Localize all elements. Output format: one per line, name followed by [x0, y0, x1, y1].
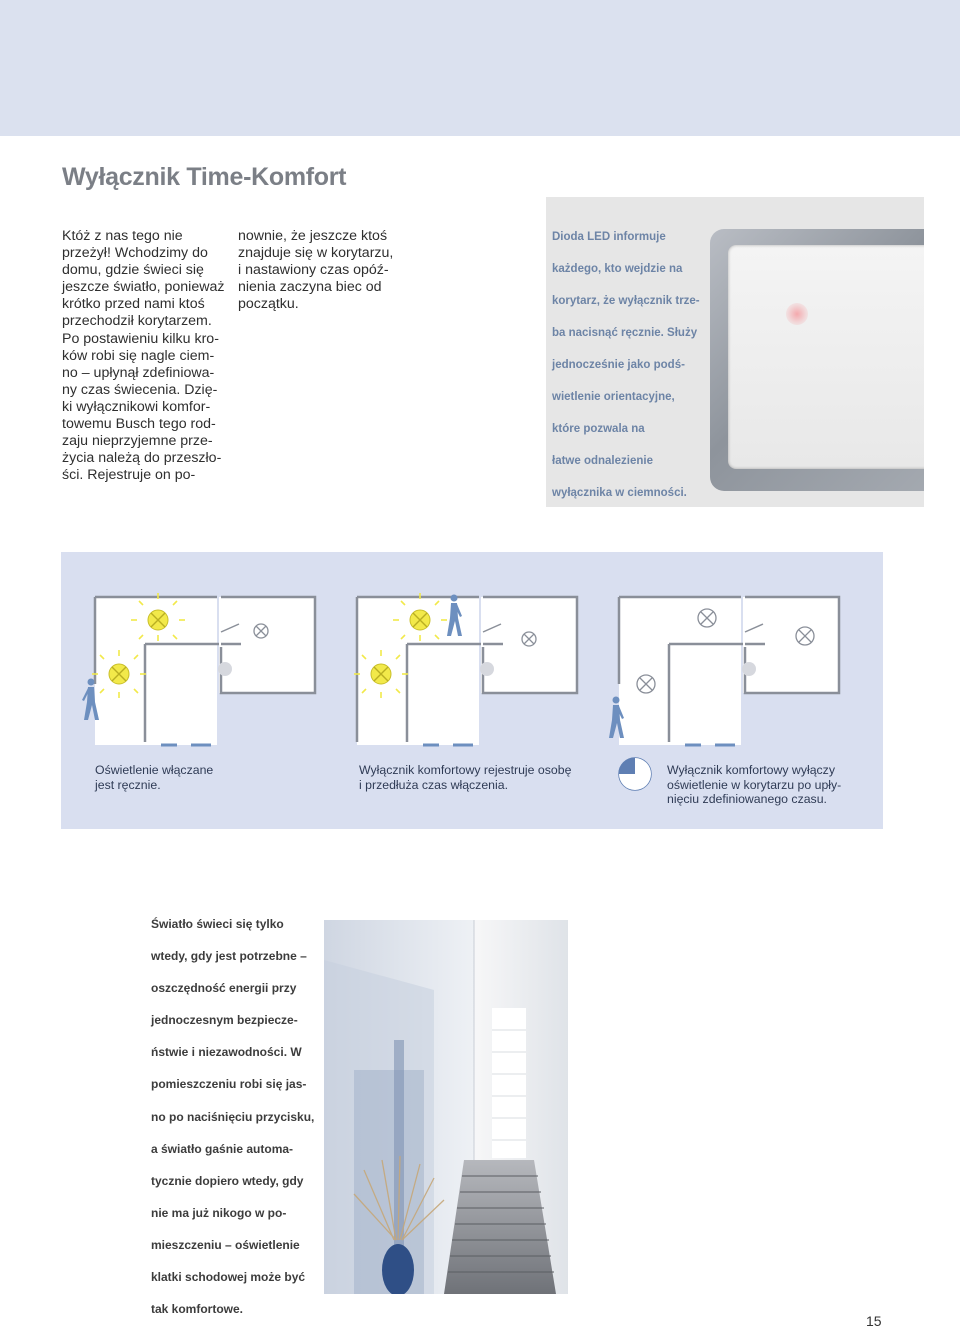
- quote-line: klatki schodowej może być: [151, 1270, 306, 1285]
- caption-line: jest ręcznie.: [95, 777, 161, 792]
- text-line: ny czas świecenia. Dzię-: [62, 381, 218, 398]
- lamp-off-icon: [698, 609, 716, 627]
- text-line: ści. Rejestruje on po-: [62, 467, 196, 484]
- switch-rocker-image: [728, 245, 924, 469]
- text-line: ki wyłącznikowi komfor-: [62, 398, 211, 415]
- led-caption: [552, 221, 722, 507]
- caption-line: wyłącznika w ciemności.: [552, 487, 687, 499]
- caption-line: każdego, kto wejdzie na: [552, 263, 683, 275]
- page-number: 15: [866, 1313, 882, 1329]
- quote-line: wtedy, gdy jest potrzebne –: [151, 949, 307, 964]
- quote-line: tycznie dopiero wtedy, gdy: [151, 1173, 304, 1188]
- quote-line: tak komfortowe.: [151, 1302, 244, 1317]
- quote-line: ństwie i niezawodności. W: [151, 1045, 302, 1060]
- quote-line: mieszczeniu – oświetlenie: [151, 1237, 300, 1252]
- lamp-off-icon: [796, 627, 814, 645]
- text-line: przechodził korytarzem.: [62, 313, 212, 330]
- text-line: przeżył! Wchodzimy do: [62, 245, 208, 262]
- caption-line: Oświetlenie włączane: [95, 763, 214, 777]
- led-indicator-icon: [786, 303, 808, 325]
- lamp-off-icon: [254, 624, 268, 638]
- caption-line: korytarz, że wyłącznik trze-: [552, 295, 700, 307]
- text-line: zaju nieprzyjemne prze-: [62, 433, 213, 450]
- caption-line: Dioda LED informuje: [552, 231, 666, 243]
- highlight-quote: [151, 908, 315, 1325]
- text-line: nownie, że jeszcze ktoś: [238, 228, 388, 244]
- lamp-off-icon: [637, 675, 655, 693]
- caption-line: nięciu zdefiniowanego czasu.: [667, 792, 827, 806]
- text-line: Po postawieniu kilku kro-: [62, 330, 219, 347]
- quote-line: a światło gaśnie automa-: [151, 1141, 294, 1156]
- text-line: domu, gdzie świeci się: [62, 262, 204, 279]
- intro-column-2: [238, 228, 413, 313]
- diagram-caption-3: [667, 763, 841, 807]
- quote-line: Światło świeci się tylko: [151, 917, 284, 931]
- intro-column-1: [62, 228, 237, 484]
- floor-plan-diagram-3: [603, 592, 841, 750]
- caption-line: które pozwala na: [552, 423, 645, 435]
- caption-line: oświetlenie w korytarzu po upły-: [667, 777, 842, 792]
- text-line: krótko przed nami ktoś: [62, 296, 205, 313]
- corridor-diagrams-panel: [61, 552, 883, 829]
- text-line: ków robi się nagle ciem-: [62, 347, 215, 364]
- caption-line: i przedłuża czas włączenia.: [359, 777, 508, 792]
- quote-line: nie ma już nikogo w po-: [151, 1205, 287, 1220]
- lamp-off-icon: [522, 632, 536, 646]
- caption-line: ba nacisnąć ręcznie. Służy: [552, 327, 698, 339]
- text-line: znajduje się w korytarzu,: [238, 245, 394, 262]
- caption-line: Wyłącznik komfortowy rejestruje osobę: [359, 763, 572, 777]
- quote-line: oszczędność energii przy: [151, 981, 297, 996]
- text-line: życia należą do przeszło-: [62, 450, 222, 467]
- timer-icon: [617, 756, 653, 792]
- text-line: nienia zaczyna biec od: [238, 279, 382, 296]
- diagram-caption-1: [95, 763, 213, 792]
- text-line: no – upłynął zdefiniowa-: [62, 364, 215, 381]
- floor-plan-diagram-1: [79, 592, 317, 750]
- diagram-caption-2: [359, 763, 571, 792]
- text-line: jeszcze światło, ponieważ: [62, 279, 225, 296]
- caption-line: Wyłącznik komfortowy wyłączy: [667, 763, 835, 777]
- caption-line: wietlenie orientacyjne,: [552, 391, 675, 403]
- staircase-photo: [324, 920, 568, 1294]
- text-line: towemu Busch tego rod-: [62, 416, 216, 433]
- header-band: [0, 0, 960, 136]
- page-title: Wyłącznik Time-Komfort: [62, 163, 347, 191]
- text-line: Któż z nas tego nie: [62, 228, 183, 244]
- caption-line: łatwe odnalezienie: [552, 455, 653, 467]
- led-switch-figure: [546, 197, 924, 507]
- quote-line: pomieszczeniu robi się jas-: [151, 1077, 307, 1092]
- text-line: i nastawiony czas opóź-: [238, 262, 389, 279]
- floor-plan-diagram-2: [341, 592, 579, 750]
- text-line: początku.: [238, 296, 299, 313]
- caption-line: jednocześnie jako podś-: [552, 359, 685, 371]
- quote-line: jednoczesnym bezpiecze-: [151, 1013, 298, 1028]
- quote-line: no po naciśnięciu przycisku,: [151, 1109, 315, 1124]
